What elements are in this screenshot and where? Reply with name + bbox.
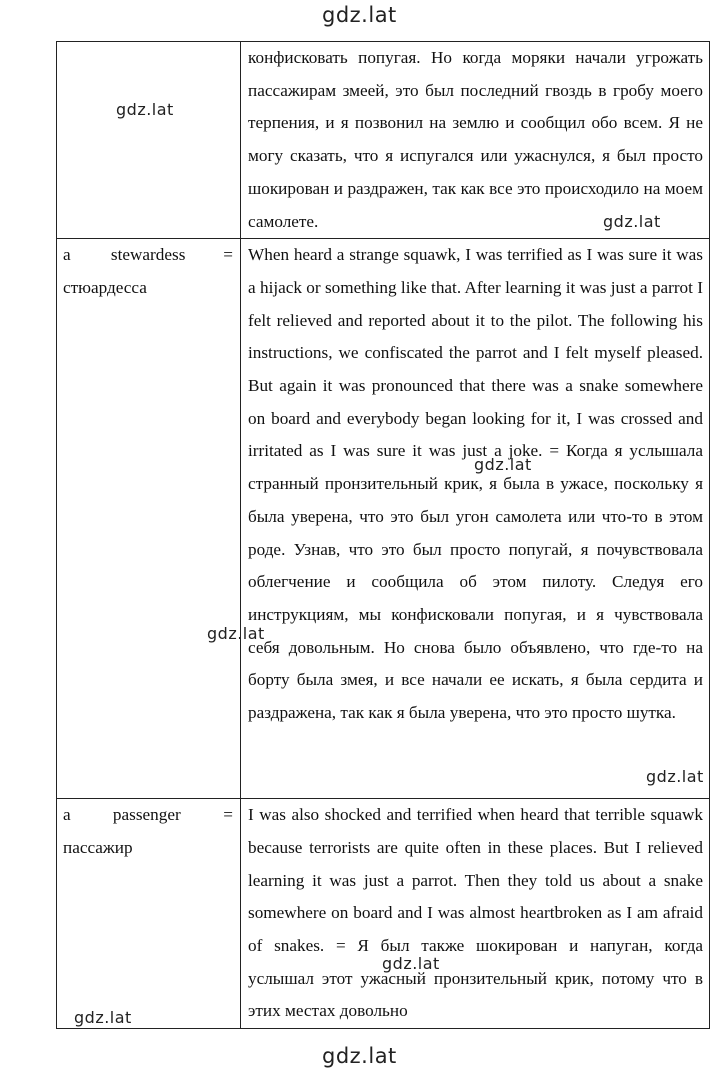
role-en: a stewardess	[63, 245, 186, 265]
role-eq: =	[223, 245, 233, 265]
role-cell	[57, 42, 241, 239]
watermark: gdz.lat	[603, 212, 661, 231]
watermark: gdz.lat	[474, 455, 532, 474]
row-text: When heard a strange squawk, I was terrified as I was sure it was a hijack or something like that. After learning it was just a parrot I felt relieved and reported about it to the pilot. The following his instructions, we confiscated the parrot and I felt myself pleased. But again it was pronounced that there was a snake somewhere on board and everybody began looking for it, I was crossed and irritated as I was sure it was just a joke. = Когда я услышала странный пронзительный крик, я была в ужасе, поскольку я была уверена, что это был угон самолета или что-то в этом роде. Узнав, что это был просто попугай, я почувствовала облегчение и сообщила об этом пилоту. Следуя его инструкциям, мы конфисковали попугая, и я чувствовала себя довольным. Но снова было объявлено, что где-то на борту была змея, и все начали ее искать, я была сердита и раздражена, так как я была уверена, что это просто шутка.	[248, 245, 703, 723]
role-ru: стюардесса	[63, 277, 147, 297]
table-row	[57, 799, 710, 1029]
role-ru: пассажир	[63, 837, 133, 857]
text-cell	[241, 239, 710, 799]
watermark-bottom: gdz.lat	[322, 1044, 397, 1068]
row-text: I was also shocked and terrified when heard that terrible squawk because terrorists are quite often in these places. But I relieved learning it was just a parrot. Then they told us about a snake somewhere on board and I was almost heartbroken as I am afraid of snakes. = Я был также шокирован и напуган, когда услышал этот ужасный пронзительный крик, потому что в этих местах довольно	[248, 805, 703, 1021]
watermark: gdz.lat	[646, 767, 704, 786]
role-en: a passenger	[63, 805, 181, 825]
watermark: gdz.lat	[207, 624, 265, 643]
document-table	[56, 41, 710, 1029]
watermark-top: gdz.lat	[322, 3, 397, 27]
text-cell	[241, 42, 710, 239]
role-eq: =	[223, 805, 233, 825]
watermark: gdz.lat	[74, 1008, 132, 1027]
role-cell	[57, 799, 241, 1029]
watermark: gdz.lat	[382, 954, 440, 973]
table-row	[57, 42, 710, 239]
row-text: конфисковать попугая. Но когда моряки начали угрожать пассажирам змеей, это был последний гвоздь в гробу моего терпения, и я позвонил на землю и сообщил обо всем. Я не могу сказать, что я испугался или ужаснулся, я был просто шокирован и раздражен, так как все это происходило на моем самолете.	[248, 48, 703, 231]
table-row	[57, 239, 710, 799]
role-cell	[57, 239, 241, 799]
text-cell	[241, 799, 710, 1029]
watermark: gdz.lat	[116, 100, 174, 119]
